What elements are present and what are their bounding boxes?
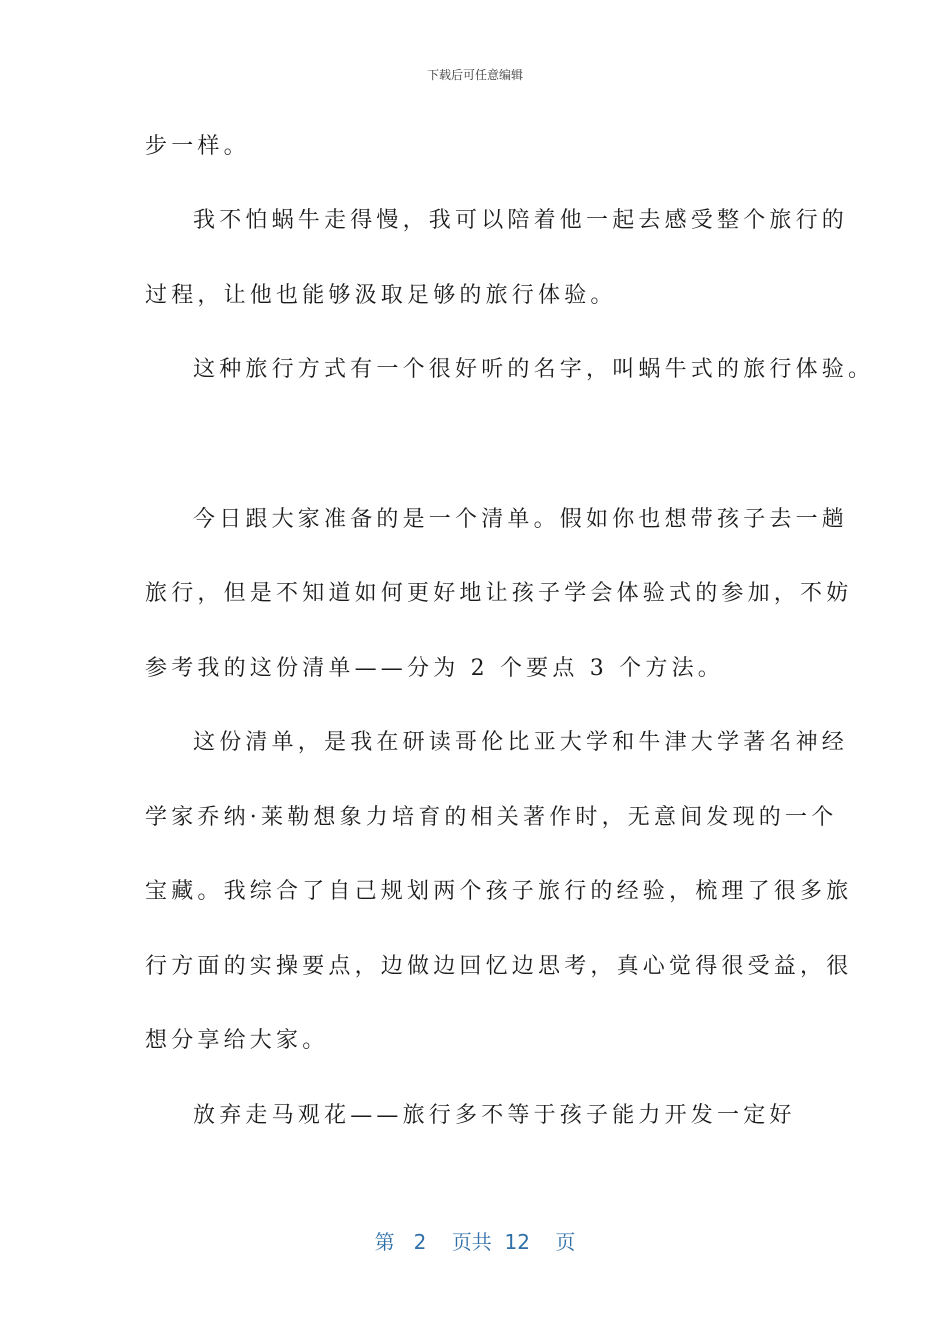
current-page-number: 2	[413, 1230, 427, 1254]
text-line: 这种旅行方式有一个很好听的名字，叫蜗牛式的旅行体验。	[193, 357, 875, 382]
text-line: 放弃走马观花——旅行多不等于孩子能力开发一定好	[193, 1103, 796, 1128]
text-line: 学家乔纳·莱勒想象力培育的相关著作时，无意间发现的一个	[145, 805, 838, 830]
text-line: 想分享给大家。	[145, 1028, 329, 1053]
page-footer	[0, 1226, 950, 1255]
footer-middle: 页共	[451, 1230, 492, 1254]
header-note: 下载后可任意编辑	[426, 68, 523, 82]
text-line: 今日跟大家准备的是一个清单。假如你也想带孩子去一趟	[193, 507, 849, 532]
text-line: 我不怕蜗牛走得慢，我可以陪着他一起去感受整个旅行的	[193, 208, 849, 233]
total-pages-number: 12	[504, 1230, 530, 1254]
text-line: 步一样。	[145, 134, 250, 159]
text-line: 行方面的实操要点，边做边回忆边思考，真心觉得很受益，很	[145, 954, 853, 979]
text-line: 参考我的这份清单——分为 2 个要点 3 个方法。	[145, 656, 724, 681]
footer-prefix: 第	[374, 1230, 395, 1254]
text-line: 宝藏。我综合了自己规划两个孩子旅行的经验，梳理了很多旅	[145, 879, 853, 904]
text-line: 过程，让他也能够汲取足够的旅行体验。	[145, 283, 617, 308]
footer-suffix: 页	[555, 1230, 576, 1254]
text-line: 旅行，但是不知道如何更好地让孩子学会体验式的参加，不妨	[145, 581, 853, 606]
text-line: 这份清单，是我在研读哥伦比亚大学和牛津大学著名神经	[193, 730, 849, 755]
